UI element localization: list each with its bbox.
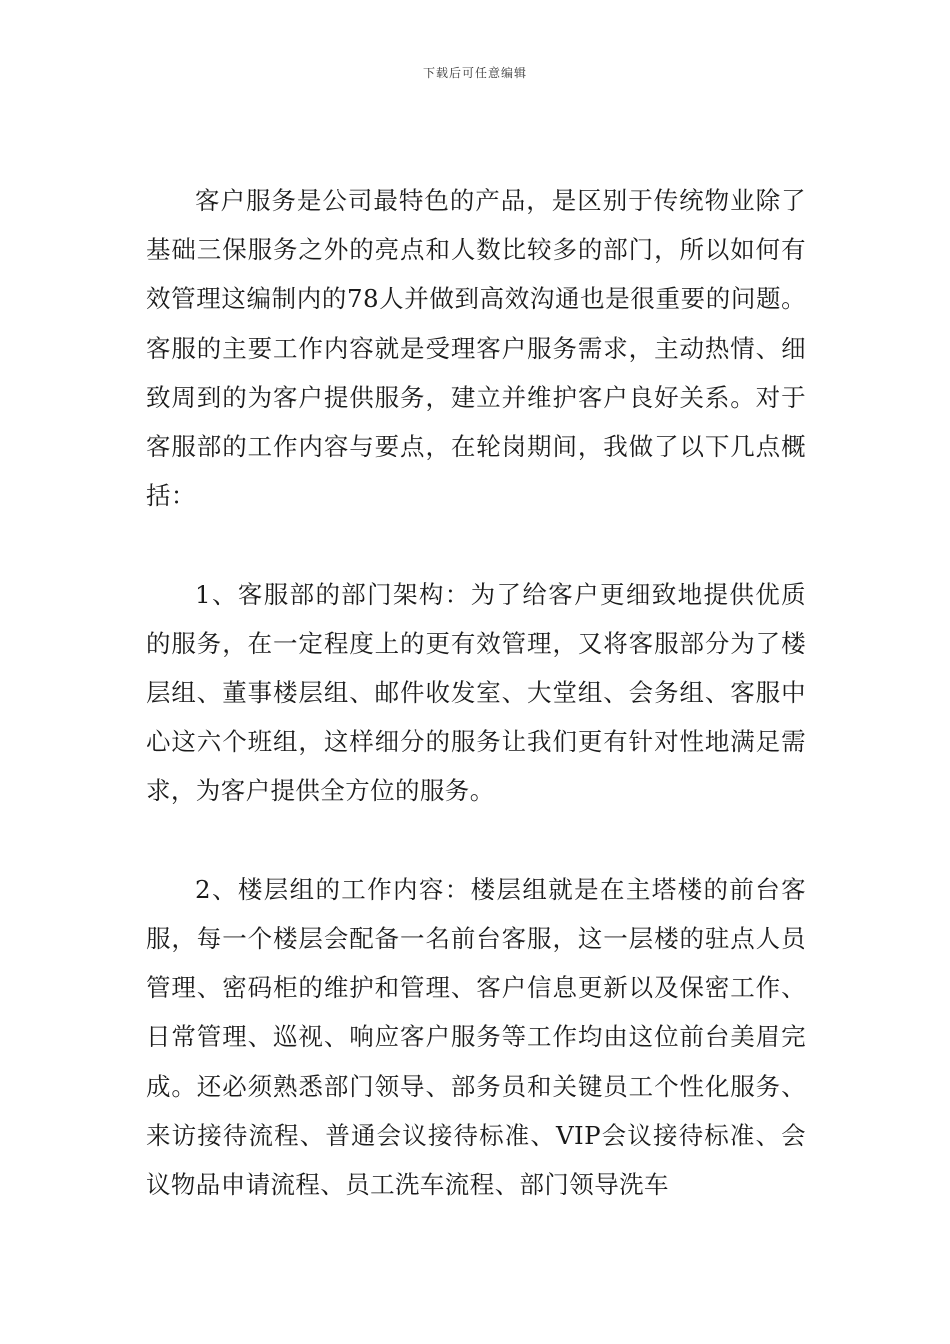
paragraph-department-structure: 1、客服部的部门架构：为了给客户更细致地提供优质的服务，在一定程度上的更有效管理，又将客服部分为了楼层组、董事楼层组、邮件收发室、大堂组、会务组、客服中心这六个班组，这样细分的服务让我们更有针对性地满足需求，为客户提供全方位的服务。 <box>146 579 806 806</box>
paragraph-spacer <box>146 520 806 569</box>
paragraph-intro: 客户服务是公司最特色的产品，是区别于传统物业除了基础三保服务之外的亮点和人数比较多的部门，所以如何有效管理这编制内的78人并做到高效沟通也是很重要的问题。客服的主要工作内容就是受理客户服务需求，主动热情、细致周到的为客户提供服务，建立并维护客户良好关系。对于客服部的工作内容与要点，在轮岗期间，我做了以下几点概括： <box>146 186 806 511</box>
paragraph-floor-team-duties: 2、楼层组的工作内容：楼层组就是在主塔楼的前台客服，每一个楼层会配备一名前台客服，这一层楼的驻点人员管理、密码柜的维护和管理、客户信息更新以及保密工作、日常管理、巡视、响应客户服务等工作均由这位前台美眉完成。还必须熟悉部门领导、部务员和关键员工个性化服务、来访接待流程、普通会议接待标准、VIP会议接待标准、会议物品申请流程、员工洗车流程、部门领导洗车 <box>146 874 806 1200</box>
page-header: 下载后可任意编辑 <box>422 66 527 80</box>
paragraph-spacer <box>146 816 806 865</box>
document-body <box>146 176 806 1209</box>
